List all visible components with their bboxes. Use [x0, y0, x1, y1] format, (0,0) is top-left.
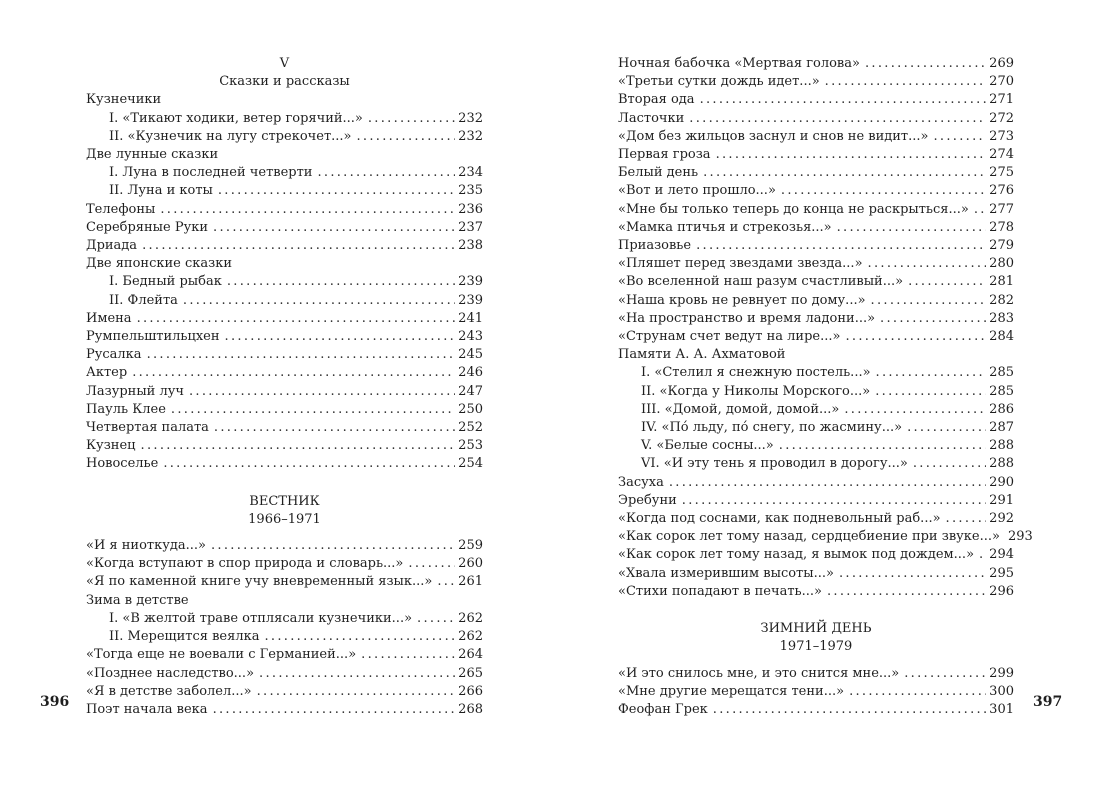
toc-group-heading — [618, 346, 1014, 364]
toc-entry-page-number: 246 — [458, 365, 483, 381]
toc-entry-page-number: 268 — [458, 701, 483, 717]
toc-entry-page-number: 301 — [989, 701, 1014, 717]
toc-entry-title: I. Луна в последней четверти — [109, 165, 313, 181]
toc-entry — [86, 455, 483, 473]
toc-entry-page-number: 277 — [989, 201, 1014, 217]
toc-entry-page-number: 273 — [989, 128, 1014, 144]
toc-entry — [618, 510, 1014, 528]
toc-entry-page-number: 247 — [458, 383, 483, 399]
toc-entry-title: Пауль Клее — [86, 401, 166, 417]
dot-leader — [827, 583, 986, 601]
toc-entry — [618, 292, 1014, 310]
toc-entry — [618, 201, 1014, 219]
toc-entry-page-number: 285 — [989, 365, 1014, 381]
dot-leader — [417, 610, 455, 628]
toc-entry-title: «Наша кровь не ревнует по дому...» — [618, 292, 866, 308]
dot-leader — [974, 201, 986, 219]
toc-entry-title: Зима в детстве — [86, 592, 189, 608]
toc-entry-page-number: 262 — [458, 610, 483, 626]
toc-entry-title: «Я по каменной книге учу вневременный язык...» — [86, 574, 433, 590]
toc-entry — [618, 146, 1014, 164]
toc-entry — [618, 182, 1014, 200]
dot-leader — [946, 510, 987, 528]
section-subheading: 1971–1979 — [779, 639, 853, 655]
toc-entry — [618, 683, 1014, 701]
toc-entry — [86, 273, 483, 291]
toc-entry — [86, 219, 483, 237]
toc-entry-title: Памяти А. А. Ахматовой — [618, 347, 786, 363]
dot-leader — [825, 73, 987, 91]
section-heading: ЗИМНИЙ ДЕНЬ — [760, 621, 872, 637]
toc-entry-title: «Во вселенной наш разум счастливый...» — [618, 274, 904, 290]
toc-entry-title: Вторая ода — [618, 92, 695, 108]
toc-entry — [618, 255, 1014, 273]
toc-entry-page-number: 293 — [1007, 529, 1033, 545]
dot-leader — [317, 164, 455, 182]
toc-entry — [86, 537, 483, 555]
dot-leader — [913, 455, 986, 473]
toc-entry — [86, 346, 483, 364]
toc-entry — [86, 437, 483, 455]
toc-entry-page-number: 262 — [458, 629, 483, 645]
dot-leader — [213, 219, 455, 237]
toc-entry-title: «И это снилось мне, и это снится мне...» — [618, 665, 900, 681]
toc-entry-page-number: 278 — [989, 219, 1014, 235]
toc-entry-page-number: 296 — [989, 583, 1014, 599]
toc-entry — [86, 383, 483, 401]
dot-leader — [979, 546, 986, 564]
dot-leader — [907, 419, 986, 437]
dot-leader — [844, 401, 986, 419]
toc-entry-page-number: 291 — [989, 492, 1014, 508]
toc-entry-page-number: 271 — [989, 92, 1014, 108]
toc-entry-page-number: 300 — [989, 683, 1014, 699]
toc-entry — [618, 110, 1014, 128]
toc-entry — [618, 701, 1014, 719]
page-number-right: 397 — [1033, 694, 1063, 710]
dot-leader — [703, 164, 986, 182]
toc-entry — [618, 328, 1014, 346]
toc-entry — [86, 419, 483, 437]
toc-entry-title: «Тогда еще не воевали с Германией...» — [86, 647, 357, 663]
toc-entry — [86, 310, 483, 328]
toc-group-heading — [86, 255, 483, 273]
dot-leader — [163, 455, 455, 473]
toc-entry-title: Четвертая палата — [86, 420, 209, 436]
toc-entry-title: IV. «По́ льду, по́ снегу, по жасмину...» — [641, 420, 903, 436]
toc-entry-page-number: 241 — [458, 310, 483, 326]
toc-entry — [618, 455, 1014, 473]
toc-entry — [618, 237, 1014, 255]
toc-entry-title: Кузнец — [86, 438, 136, 454]
toc-entry-title: Эребуни — [618, 492, 677, 508]
toc-entry-title: Лазурный луч — [86, 383, 184, 399]
toc-entry-title: «На пространство и время ладони...» — [618, 310, 876, 326]
toc-entry — [618, 565, 1014, 583]
dot-leader — [141, 437, 456, 455]
toc-entry — [618, 665, 1014, 683]
dot-leader — [682, 492, 986, 510]
dot-leader — [147, 346, 456, 364]
dot-leader — [689, 110, 986, 128]
toc-entry-title: Имена — [86, 310, 132, 326]
toc-entry — [618, 583, 1014, 601]
dot-leader — [160, 201, 455, 219]
dot-leader — [171, 401, 455, 419]
dot-leader — [716, 146, 987, 164]
toc-entry — [86, 683, 483, 701]
toc-entry-page-number: 283 — [989, 310, 1014, 326]
dot-leader — [845, 328, 986, 346]
toc-entry-page-number: 279 — [989, 238, 1014, 254]
toc-entry — [86, 646, 483, 664]
toc-entry — [618, 273, 1014, 291]
toc-entry — [618, 419, 1014, 437]
toc-entry-page-number: 288 — [989, 438, 1014, 454]
toc-entry-title: Засуха — [618, 474, 664, 490]
toc-column-left — [86, 55, 483, 719]
toc-entry-page-number: 280 — [989, 256, 1014, 272]
toc-entry — [86, 701, 483, 719]
toc-entry-page-number: 237 — [458, 219, 483, 235]
toc-entry — [618, 91, 1014, 109]
toc-entry-title: Поэт начала века — [86, 701, 208, 717]
dot-leader — [214, 419, 455, 437]
toc-entry-page-number: 276 — [989, 183, 1014, 199]
toc-entry — [618, 73, 1014, 91]
toc-entry — [86, 110, 483, 128]
dot-leader — [880, 310, 986, 328]
toc-entry-title: «Я в детстве заболел...» — [86, 683, 252, 699]
dot-leader — [868, 255, 987, 273]
section-subheading: 1966–1971 — [248, 511, 321, 527]
toc-entry-title: «Пляшет перед звездами звезда...» — [618, 256, 863, 272]
toc-entry-page-number: 282 — [989, 292, 1014, 308]
toc-entry-page-number: 286 — [989, 401, 1014, 417]
toc-entry-title: Первая гроза — [618, 147, 711, 163]
toc-entry-title: Ночная бабочка «Мертвая голова» — [618, 56, 860, 71]
dot-leader — [132, 364, 455, 382]
toc-entry-page-number: 292 — [989, 511, 1014, 527]
toc-entry-title: «Хвала измерившим высоты...» — [618, 565, 834, 581]
toc-entry-title: Новоселье — [86, 456, 159, 472]
toc-entry-page-number: 285 — [989, 383, 1014, 399]
toc-entry — [86, 182, 483, 200]
toc-entry-page-number: 236 — [458, 201, 483, 217]
dot-leader — [837, 219, 987, 237]
toc-entry — [618, 437, 1014, 455]
dot-leader — [437, 573, 455, 591]
toc-entry — [86, 328, 483, 346]
toc-entry-page-number: 270 — [989, 74, 1014, 90]
dot-leader — [779, 437, 986, 455]
dot-leader — [257, 683, 456, 701]
toc-entry-page-number: 253 — [458, 438, 483, 454]
toc-entry — [86, 628, 483, 646]
toc-entry-title: Кузнечики — [86, 92, 162, 108]
toc-entry-page-number: 235 — [458, 183, 483, 199]
toc-entry-page-number: 254 — [458, 456, 483, 472]
toc-entry-page-number: 245 — [458, 347, 483, 363]
toc-group-heading — [86, 91, 483, 109]
toc-entry-title: Феофан Грек — [618, 701, 708, 717]
dot-leader — [713, 701, 986, 719]
toc-entry — [618, 546, 1014, 564]
toc-entry — [618, 128, 1014, 146]
toc-entry-title: II. Флейта — [109, 292, 178, 308]
dot-leader — [142, 237, 455, 255]
toc-entry-title: «Позднее наследство...» — [86, 665, 255, 681]
toc-entry-page-number: 284 — [989, 329, 1014, 345]
toc-entry-page-number: 264 — [458, 647, 483, 663]
toc-entry — [618, 383, 1014, 401]
toc-entry-title: «Когда вступают в спор природа и словарь...» — [86, 556, 404, 572]
toc-entry-page-number: 281 — [989, 274, 1014, 290]
section-heading: ВЕСТНИК — [249, 493, 320, 509]
toc-entry-title: «Мне другие мерещатся тени...» — [618, 683, 845, 699]
dot-leader — [356, 128, 455, 146]
toc-entry-title: V. «Белые сосны...» — [641, 438, 774, 454]
toc-entry-page-number: 274 — [989, 147, 1014, 163]
dot-leader — [218, 182, 455, 200]
toc-entry-page-number: 265 — [458, 665, 483, 681]
page-number-left: 396 — [40, 694, 70, 710]
dot-leader — [875, 383, 986, 401]
toc-entry-page-number: 287 — [989, 420, 1014, 436]
toc-entry-title: «Когда под соснами, как подневольный раб...» — [618, 511, 941, 527]
toc-entry — [618, 474, 1014, 492]
toc-entry — [618, 55, 1014, 73]
toc-entry-page-number: 239 — [458, 292, 483, 308]
toc-entry — [86, 610, 483, 628]
dot-leader — [908, 273, 986, 291]
dot-leader — [865, 55, 986, 73]
toc-entry-page-number: 234 — [458, 165, 483, 181]
dot-leader — [189, 383, 455, 401]
toc-entry-page-number: 295 — [989, 565, 1014, 581]
toc-entry-title: Актер — [86, 365, 128, 381]
dot-leader — [227, 273, 455, 291]
toc-entry-title: II. «Когда у Николы Морского...» — [641, 383, 871, 399]
toc-entry-title: Две лунные сказки — [86, 147, 219, 163]
toc-entry-title: I. «Стелил я снежную постель...» — [641, 365, 871, 381]
toc-entry-title: «Как сорок лет тому назад, сердцебиение при звуке...» — [618, 529, 1000, 545]
dot-leader — [781, 182, 986, 200]
section-heading: V — [279, 56, 290, 71]
dot-leader — [849, 683, 986, 701]
toc-entry-title: II. «Кузнечик на лугу стрекочет...» — [109, 128, 352, 144]
toc-entry — [86, 237, 483, 255]
dot-leader — [669, 474, 986, 492]
toc-group-heading — [86, 592, 483, 610]
toc-entry-page-number: 252 — [458, 420, 483, 436]
dot-leader — [696, 237, 986, 255]
toc-entry-title: «Вот и лето прошло...» — [618, 183, 776, 199]
toc-entry — [86, 573, 483, 591]
toc-entry-page-number: 232 — [458, 128, 483, 144]
toc-entry-title: III. «Домой, домой, домой...» — [641, 401, 840, 417]
toc-entry-title: «Дом без жильцов заснул и снов не видит...» — [618, 128, 929, 144]
toc-entry-title: «Мне бы только теперь до конца не раскрыться...» — [618, 201, 969, 217]
toc-entry — [86, 201, 483, 219]
toc-entry-page-number: 288 — [989, 456, 1014, 472]
toc-entry-title: VI. «И эту тень я проводил в дорогу...» — [641, 456, 908, 472]
dot-leader — [225, 328, 456, 346]
toc-entry-title: «Стихи попадают в печать...» — [618, 583, 822, 599]
toc-entry — [86, 555, 483, 573]
section-subheading: Сказки и рассказы — [219, 74, 350, 90]
toc-entry-title: «Струнам счет ведут на лире...» — [618, 329, 841, 345]
dot-leader — [368, 110, 455, 128]
toc-entry-page-number: 290 — [989, 474, 1014, 490]
toc-entry-title: II. Луна и коты — [109, 183, 213, 199]
toc-entry — [86, 128, 483, 146]
toc-entry-page-number: 238 — [458, 238, 483, 254]
toc-entry-title: «Как сорок лет тому назад, я вымок под дождем...» — [618, 547, 975, 563]
toc-entry-page-number: 275 — [989, 165, 1014, 181]
right-page — [550, 0, 1100, 789]
toc-entry-title: Русалка — [86, 347, 142, 363]
toc-entry-page-number: 250 — [458, 401, 483, 417]
dot-leader — [361, 646, 455, 664]
toc-entry-title: II. Мерещится веялка — [109, 629, 260, 645]
toc-entry — [86, 364, 483, 382]
toc-entry-title: «Третьи сутки дождь идет...» — [618, 74, 820, 90]
toc-group-heading — [86, 146, 483, 164]
dot-leader — [904, 665, 986, 683]
dot-leader — [259, 665, 455, 683]
toc-entry-page-number: 232 — [458, 110, 483, 126]
dot-leader — [264, 628, 455, 646]
toc-entry-title: Две японские сказки — [86, 256, 233, 272]
toc-entry-title: «Мамка птичья и стрекозья...» — [618, 219, 832, 235]
toc-entry — [86, 164, 483, 182]
toc-entry — [618, 310, 1014, 328]
dot-leader — [137, 310, 456, 328]
toc-entry — [618, 164, 1014, 182]
toc-entry-page-number: 239 — [458, 274, 483, 290]
toc-entry-title: I. Бедный рыбак — [109, 274, 222, 290]
toc-entry-title: Телефоны — [86, 201, 156, 217]
toc-entry-title: «И я ниоткуда...» — [86, 538, 206, 554]
toc-entry-title: Ласточки — [618, 110, 685, 126]
toc-entry-title: Серебряные Руки — [86, 219, 209, 235]
dot-leader — [933, 128, 986, 146]
toc-entry-page-number: 272 — [989, 110, 1014, 126]
toc-entry-title: Приазовье — [618, 238, 692, 254]
dot-leader — [876, 364, 987, 382]
dot-leader — [213, 701, 456, 719]
toc-entry-page-number: 269 — [989, 56, 1014, 71]
toc-entry-title: Румпельштильцхен — [86, 329, 220, 345]
toc-entry — [86, 401, 483, 419]
toc-entry-page-number: 259 — [458, 538, 483, 554]
toc-entry-title: Дриада — [86, 238, 138, 254]
dot-leader — [211, 537, 455, 555]
toc-entry-page-number: 266 — [458, 683, 483, 699]
dot-leader — [839, 565, 986, 583]
toc-entry-title: I. «Тикают ходики, ветер горячий...» — [109, 110, 363, 126]
toc-column-right — [618, 55, 1033, 719]
dot-leader — [183, 292, 455, 310]
toc-entry — [618, 528, 1033, 546]
toc-entry-page-number: 260 — [458, 556, 483, 572]
toc-entry — [86, 665, 483, 683]
dot-leader — [700, 91, 987, 109]
toc-entry — [618, 364, 1014, 382]
toc-entry — [618, 219, 1014, 237]
toc-entry-page-number: 261 — [458, 574, 483, 590]
toc-entry-page-number: 294 — [989, 547, 1014, 563]
toc-entry — [618, 492, 1014, 510]
toc-entry-title: I. «В желтой траве отплясали кузнечики...» — [109, 610, 413, 626]
toc-entry — [618, 401, 1014, 419]
toc-entry-page-number: 299 — [989, 665, 1014, 681]
toc-entry-page-number: 243 — [458, 329, 483, 345]
dot-leader — [408, 555, 455, 573]
toc-entry-title: Белый день — [618, 165, 699, 181]
dot-leader — [871, 292, 987, 310]
toc-entry — [86, 292, 483, 310]
